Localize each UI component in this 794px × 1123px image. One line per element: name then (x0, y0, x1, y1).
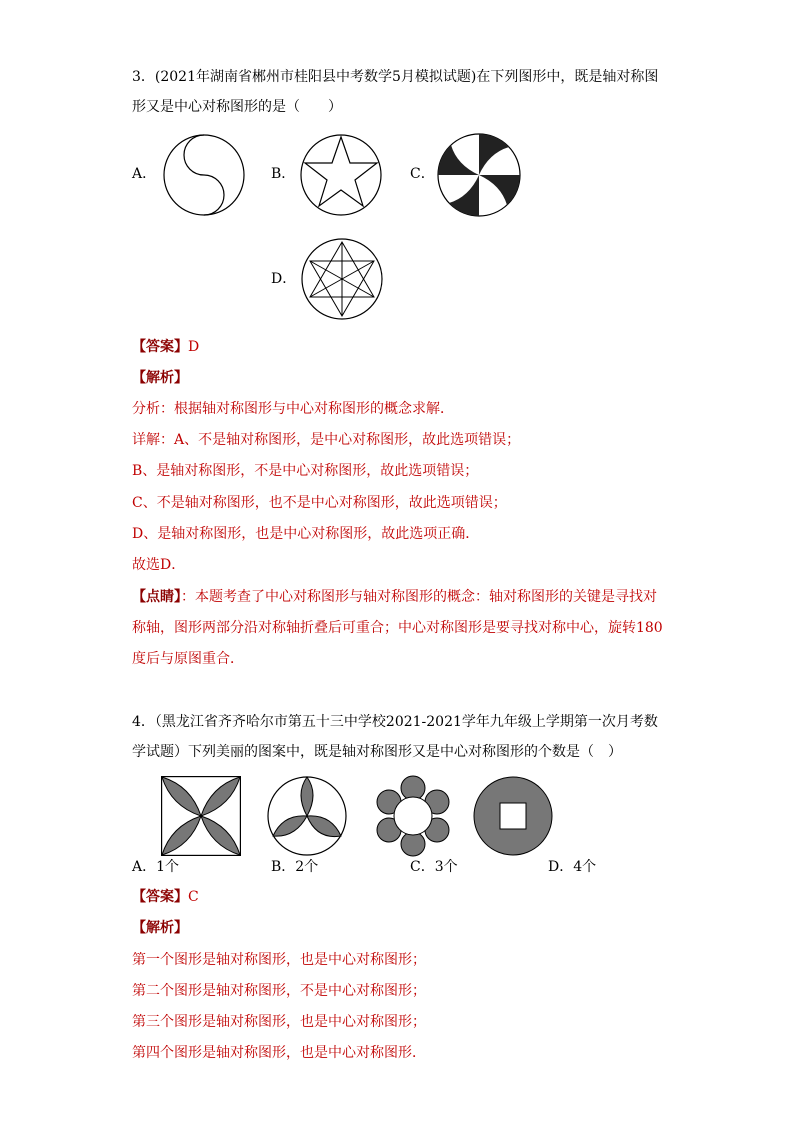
q4-option-a: A．1个 (132, 859, 180, 875)
q3-option-c-label: C． (410, 166, 435, 182)
q4-option-d: D．4个 (548, 859, 597, 875)
q3-comment-line1 (132, 587, 657, 607)
q3-analysis-line-6: 故选D． (132, 557, 186, 573)
q3-stem-line1: 3．(2021年湖南省郴州市桂阳县中考数学5月模拟试题)在下列图形中，既是轴对称图 (132, 69, 659, 85)
q3-comment-tag: 【点睛】 (132, 589, 181, 605)
q4-option-b: B．2个 (271, 859, 319, 875)
q4-stem-line1: 4．（黑龙江省齐齐哈尔市第五十三中学校2021-2021学年九年级上学期第一次月考数 (132, 714, 658, 730)
q3-analysis-line-1: 分析：根据轴对称图形与中心对称图形的概念求解． (132, 401, 454, 417)
q4-answer-line (132, 887, 199, 907)
q4-figure-4-coin (473, 776, 553, 856)
q4-figure-3-flower (373, 776, 453, 856)
q3-answer-line (132, 337, 199, 357)
q3-analysis-tag: 【解析】 (132, 370, 188, 386)
q4-answer-value: C (188, 889, 199, 905)
q4-option-c: C．3个 (410, 859, 458, 875)
q3-analysis-line-3: B、是轴对称图形，不是中心对称图形，故此选项错误； (132, 463, 479, 479)
q3-figure-d-hexagram (301, 238, 383, 320)
q3-comment-text1: ：本题考查了中心对称图形与轴对称图形的概念：轴对称图形的关键是寻找对 (181, 589, 657, 605)
q4-analysis-line-1: 第一个图形是轴对称图形，也是中心对称图形； (132, 952, 426, 968)
q3-answer-value: D (188, 339, 200, 355)
q3-analysis-line-5: D、是轴对称图形，也是中心对称图形，故此选项正确． (132, 526, 480, 542)
q3-analysis-line-4: C、不是轴对称图形，也不是中心对称图形，故此选项错误； (132, 495, 507, 511)
q3-answer-tag: 【答案】 (132, 339, 188, 355)
q3-figure-c-pinwheel (437, 133, 521, 217)
q3-option-d-label: D． (271, 271, 297, 287)
q3-stem-line2: 形又是中心对称图形的是（ ） (132, 99, 342, 115)
q3-analysis-line-2: 详解：A、不是轴对称图形，是中心对称图形，故此选项错误； (132, 432, 521, 448)
q4-analysis-tag: 【解析】 (132, 920, 188, 936)
q3-comment-line3: 度后与原图重合． (132, 651, 244, 667)
q4-analysis-line-4: 第四个图形是轴对称图形，也是中心对称图形． (132, 1045, 426, 1061)
q4-answer-tag: 【答案】 (132, 889, 188, 905)
q4-figure-1-square-petals (161, 776, 241, 856)
q4-figure-2-three-petals (267, 776, 347, 856)
q3-figure-b-star (300, 134, 382, 216)
q3-option-a-label: A． (132, 166, 157, 182)
q3-comment-line2: 称轴，图形两部分沿对称轴折叠后可重合；中心对称图形是要寻找对称中心，旋转180 (132, 620, 663, 636)
q4-analysis-line-2: 第二个图形是轴对称图形，不是中心对称图形； (132, 983, 426, 999)
q4-stem-line2: 学试题）下列美丽的图案中，既是轴对称图形又是中心对称图形的个数是（ ） (132, 744, 622, 760)
q3-figure-a-yinyang (163, 134, 245, 216)
q4-analysis-line-3: 第三个图形是轴对称图形，也是中心对称图形； (132, 1014, 426, 1030)
q3-option-b-label: B． (271, 166, 296, 182)
